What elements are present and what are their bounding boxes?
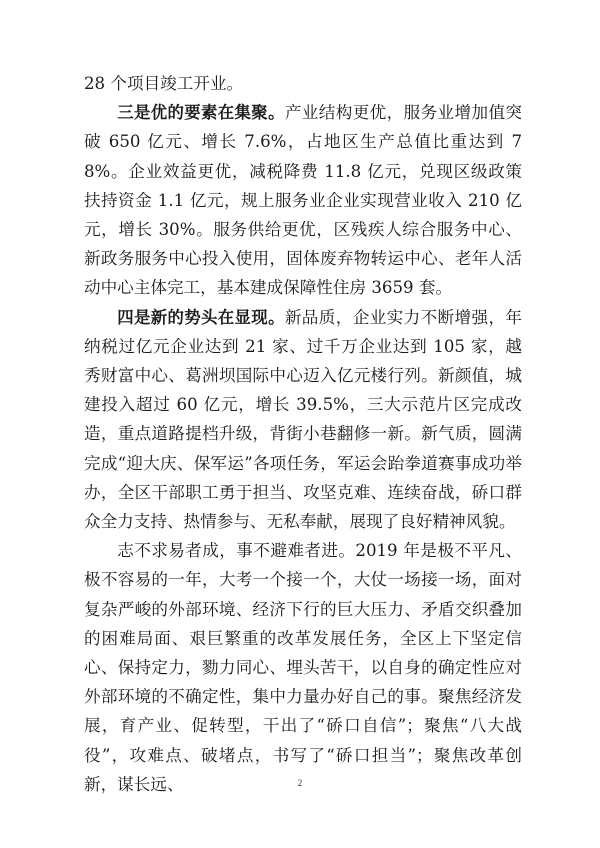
section-four-heading: 四是新的势头在显现。: [117, 307, 285, 327]
section-three-body: 产业结构更优，服务业增加值突破 650 亿元、增长 7.6%，占地区生产总值比重达到 78%。企业效益更优，减税降费 11.8 亿元，兑现区级政策扶持资金 1.1 亿元，规上服务业企业实现营业收入 210 亿元，增长 30%。服务供给更优，区残疾人综合服务中心、新政务服务中心投入使用，固体废弃物转运中心、老年人活动中心主体完工，基本建成保障性住房 3659 套。: [84, 103, 523, 298]
continuation-line: 28 个项目竣工开业。: [84, 74, 244, 93]
section-three-heading: 三是优的要素在集聚。: [117, 103, 285, 123]
section-four-paragraph: [84, 303, 522, 537]
section-three-paragraph: [84, 98, 522, 302]
document-body: [84, 69, 522, 799]
section-four-body: 新品质，企业实力不断增强，年纳税过亿元企业达到 21 家、过千万企业达到 105 家，越秀财富中心、葛洲坝国际中心迈入亿元楼行列。新颜值，城建投入超过 60 亿元，增长 39.5%，三大示范片区完成改造，重点道路提档升级，背街小巷翻修一新。新气质，圆满完成“迎大庆、保军运”各项任务，军运会跆拳道赛事成功举办，全区干部职工勇于担当、攻坚克难、连续奋战，硚口群众全力支持、热情参与、无私奉献，展现了良好精神风貌。: [84, 307, 523, 532]
page-number: 2: [297, 778, 303, 788]
summary-paragraph: 志不求易者成，事不避难者进。2019 年是极不平凡、极不容易的一年，大考一个接一个，大仗一场接一场，面对复杂严峻的外部环境、经济下行的巨大压力、矛盾交织叠加的困难局面、艰巨繁重的改革发展任务，全区上下坚定信心、保持定力，勠力同心、埋头苦干，以自身的确定性应对外部环境的不确定性，集中力量办好自己的事。聚焦经济发展，育产业、促转型，干出了“硚口自信”；聚焦“八大战役”，攻难点、破堵点，书写了“硚口担当”；聚焦改革创新，谋长远、: [84, 541, 522, 794]
